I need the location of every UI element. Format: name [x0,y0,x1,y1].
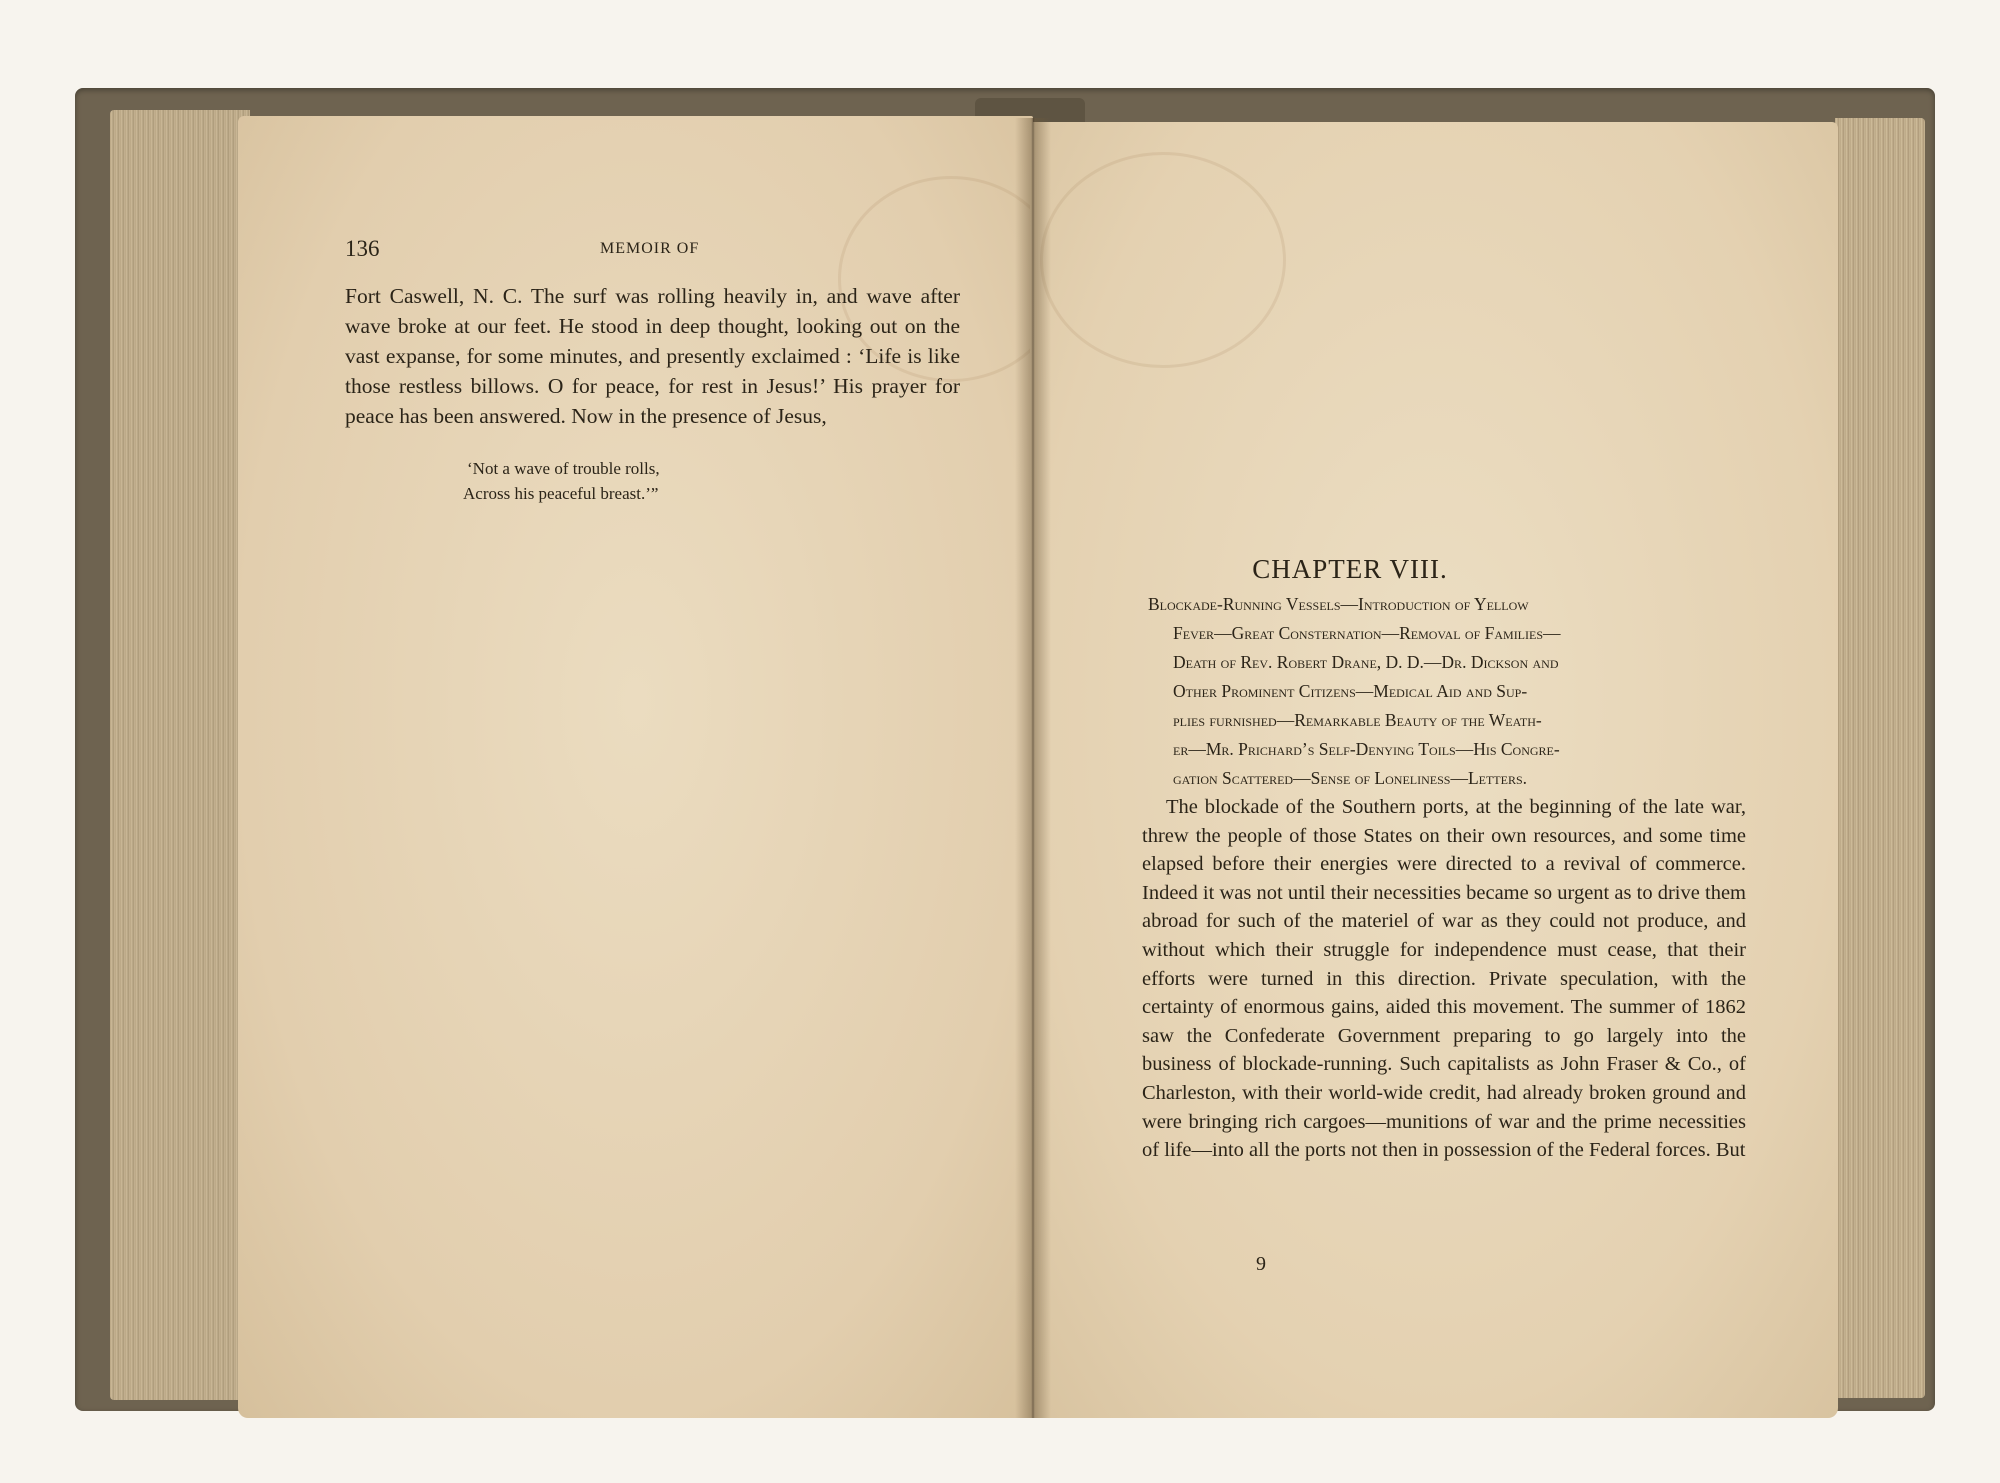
left-page-body-text: Fort Caswell, N. C. The surf was rolling heavily in, and wave after wave broke at our feet. He stood in deep thought, looking out on the vast expanse, for some minutes, and presently exclaimed : ‘Life is like those restless billows. O for peace, for rest in Jesus!’ His prayer for peace has been answered. Now in the presence of Jesus, [345,284,960,428]
book-gutter [1015,118,1051,1418]
chapter-summary [1148,590,1751,793]
right-page-body [1142,793,1746,1165]
summary-line: er—Mr. Prichard’s Self-Denying Toils—His Congre- [1173,739,1560,759]
running-head: MEMOIR OF [600,240,700,257]
chapter-title: CHAPTER VIII. [1252,554,1448,584]
page-edges-left [110,110,250,1400]
stain-mark [1040,152,1286,368]
left-page-header [345,236,960,268]
verse-quote [463,456,660,506]
verse-line: ‘Not a wave of trouble rolls, [467,459,660,478]
right-page-paragraph: The blockade of the Southern ports, at the beginning of the late war, threw the people of those States on their own resources, and some time elapsed before their energies were directed to a revival of commerce. Indeed it was not until their necessities became so urgent as to drive them abroad for such of the materiel of war as they could not produce, and without which their struggle for independence must cease, that their efforts were turned in this direction. Private speculation, with the certainty of enormous gains, aided this movement. The summer of 1862 saw the Confederate Government preparing to go largely into the business of blockade-running. Such capitalists as John Fraser & Co., of Charleston, with their world-wide credit, had already broken ground and were bringing rich cargoes—munitions of war and the prime necessities of life—into all the ports not then in possession of the Federal forces. But [1142,796,1746,1162]
summary-line: gation Scattered—Sense of Loneliness—Letters. [1173,768,1528,788]
summary-line: Other Prominent Citizens—Medical Aid and Sup- [1173,681,1528,701]
page-edges-right [1835,118,1925,1398]
summary-line: Blockade-Running Vessels—Introduction of Yellow [1148,594,1529,614]
summary-line: plies furnished—Remarkable Beauty of the Weath- [1173,710,1542,730]
summary-line: Death of Rev. Robert Drane, D. D.—Dr. Dickson and [1173,652,1559,672]
summary-line: Fever—Great Consternation—Removal of Families— [1173,623,1561,643]
verse-line: Across his peaceful breast.’” [463,484,659,503]
signature-mark: 9 [1256,1253,1266,1275]
page-number: 136 [345,236,380,261]
